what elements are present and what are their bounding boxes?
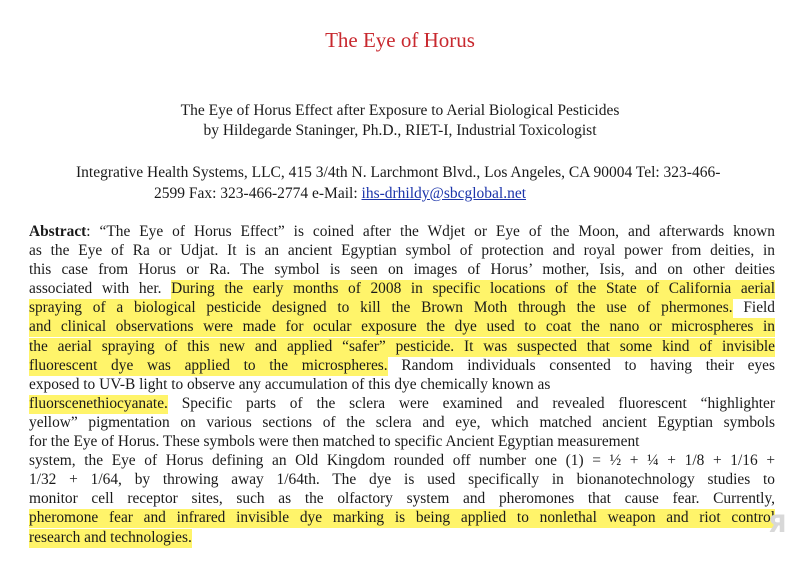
abstract-text: Random individuals consented to having their eyes: [387, 356, 775, 374]
watermark-logo-icon: Я: [768, 510, 787, 538]
abstract-line: [29, 356, 775, 375]
abstract-label: Abstract: [29, 223, 87, 240]
abstract-text: : “The Eye of Horus Effect” is coined after the Wdjet or Eye of the Moon, and afterwards known: [86, 223, 775, 240]
abstract-text: for the Eye of Horus. These symbols were then matched to specific Ancient Egyptian measurement: [29, 433, 640, 451]
abstract-text: associated with her.: [29, 280, 172, 298]
author-line: by Hildegarde Staninger, Ph.D., RIET-I, Industrial Toxicologist: [203, 122, 597, 139]
abstract-line: [29, 489, 775, 508]
highlighted-text: spraying of a biological pesticide designed to kill the Brown Moth through the use of phermones.: [29, 299, 733, 317]
affiliation-line-2: [76, 183, 771, 204]
abstract-line: [29, 508, 775, 527]
abstract-line: [29, 528, 775, 547]
abstract-line: [29, 432, 775, 451]
abstract-line: [29, 451, 775, 470]
abstract-text: system, the Eye of Horus defining an Old Kingdom rounded off number one (1) = ½ + ¼ + 1/8 + 1/16 +: [29, 452, 775, 470]
abstract-line: [29, 279, 775, 298]
highlighted-text: fluorescent dye was applied to the microspheres.: [29, 356, 388, 374]
highlighted-text: research and technologies.: [29, 528, 192, 546]
email-link[interactable]: ihs-drhildy@sbcglobal.net: [361, 185, 527, 202]
abstract-text: Specific parts of the sclera were examined and revealed fluorescent “highlighter: [167, 394, 775, 412]
abstract-text: Field: [732, 299, 776, 317]
document-title: The Eye of Horus: [325, 28, 475, 52]
abstract-line: [29, 260, 775, 279]
affiliation: [76, 162, 771, 204]
abstract-line: [29, 317, 775, 336]
abstract-line: [29, 394, 775, 413]
abstract-line: [29, 298, 775, 317]
abstract-line: [29, 413, 775, 432]
abstract: [29, 222, 775, 547]
abstract-text: this case from Horus or Ra. The symbol is seen on images of Horus’ mother, Isis, and on other deities: [29, 261, 775, 279]
highlighted-text: fluorscenethiocyanate.: [29, 394, 168, 412]
highlighted-text: pheromone fear and infrared invisible dye marking is being applied to nonlethal weapon and riot control: [29, 509, 775, 527]
abstract-text: as the Eye of Ra or Udjat. It is an ancient Egyptian symbol of protection and royal power from deities, in: [29, 242, 775, 260]
abstract-line: [29, 375, 775, 394]
highlighted-text: and clinical observations were made for ocular exposure the dye used to coat the nano or microspheres in: [29, 318, 775, 336]
abstract-text: yellow” pigmentation on various sections of the sclera and eye, which matched ancient Egyptian symbols: [29, 413, 775, 431]
abstract-line: [29, 241, 775, 260]
abstract-line: [29, 337, 775, 356]
abstract-text: 1/32 + 1/64, by throwing away 1/64th. The dye is used specifically in bionanotechnology studies to: [29, 471, 775, 489]
paper-subtitle: [0, 101, 800, 141]
contact-text: 2599 Fax: 323-466-2774 e-Mail:: [154, 185, 362, 202]
affiliation-line-1: Integrative Health Systems, LLC, 415 3/4th N. Larchmont Blvd., Los Angeles, CA 90004 Tel: 323-466-: [76, 164, 721, 181]
highlighted-text: During the early months of 2008 in specific locations of the State of California aerial: [171, 280, 775, 298]
abstract-line: [29, 470, 775, 489]
paper-title-line: The Eye of Horus Effect after Exposure to Aerial Biological Pesticides: [180, 102, 620, 119]
abstract-text: exposed to UV-B light to observe any accumulation of this dye chemically known as: [29, 375, 551, 393]
highlighted-text: the aerial spraying of this new and applied “safer” pesticide. It was suspected that some kind of invisible: [29, 337, 775, 355]
abstract-line: [29, 222, 775, 241]
abstract-text: monitor cell receptor sites, such as the olfactory system and pheromones that cause fear. Currently,: [29, 490, 775, 508]
